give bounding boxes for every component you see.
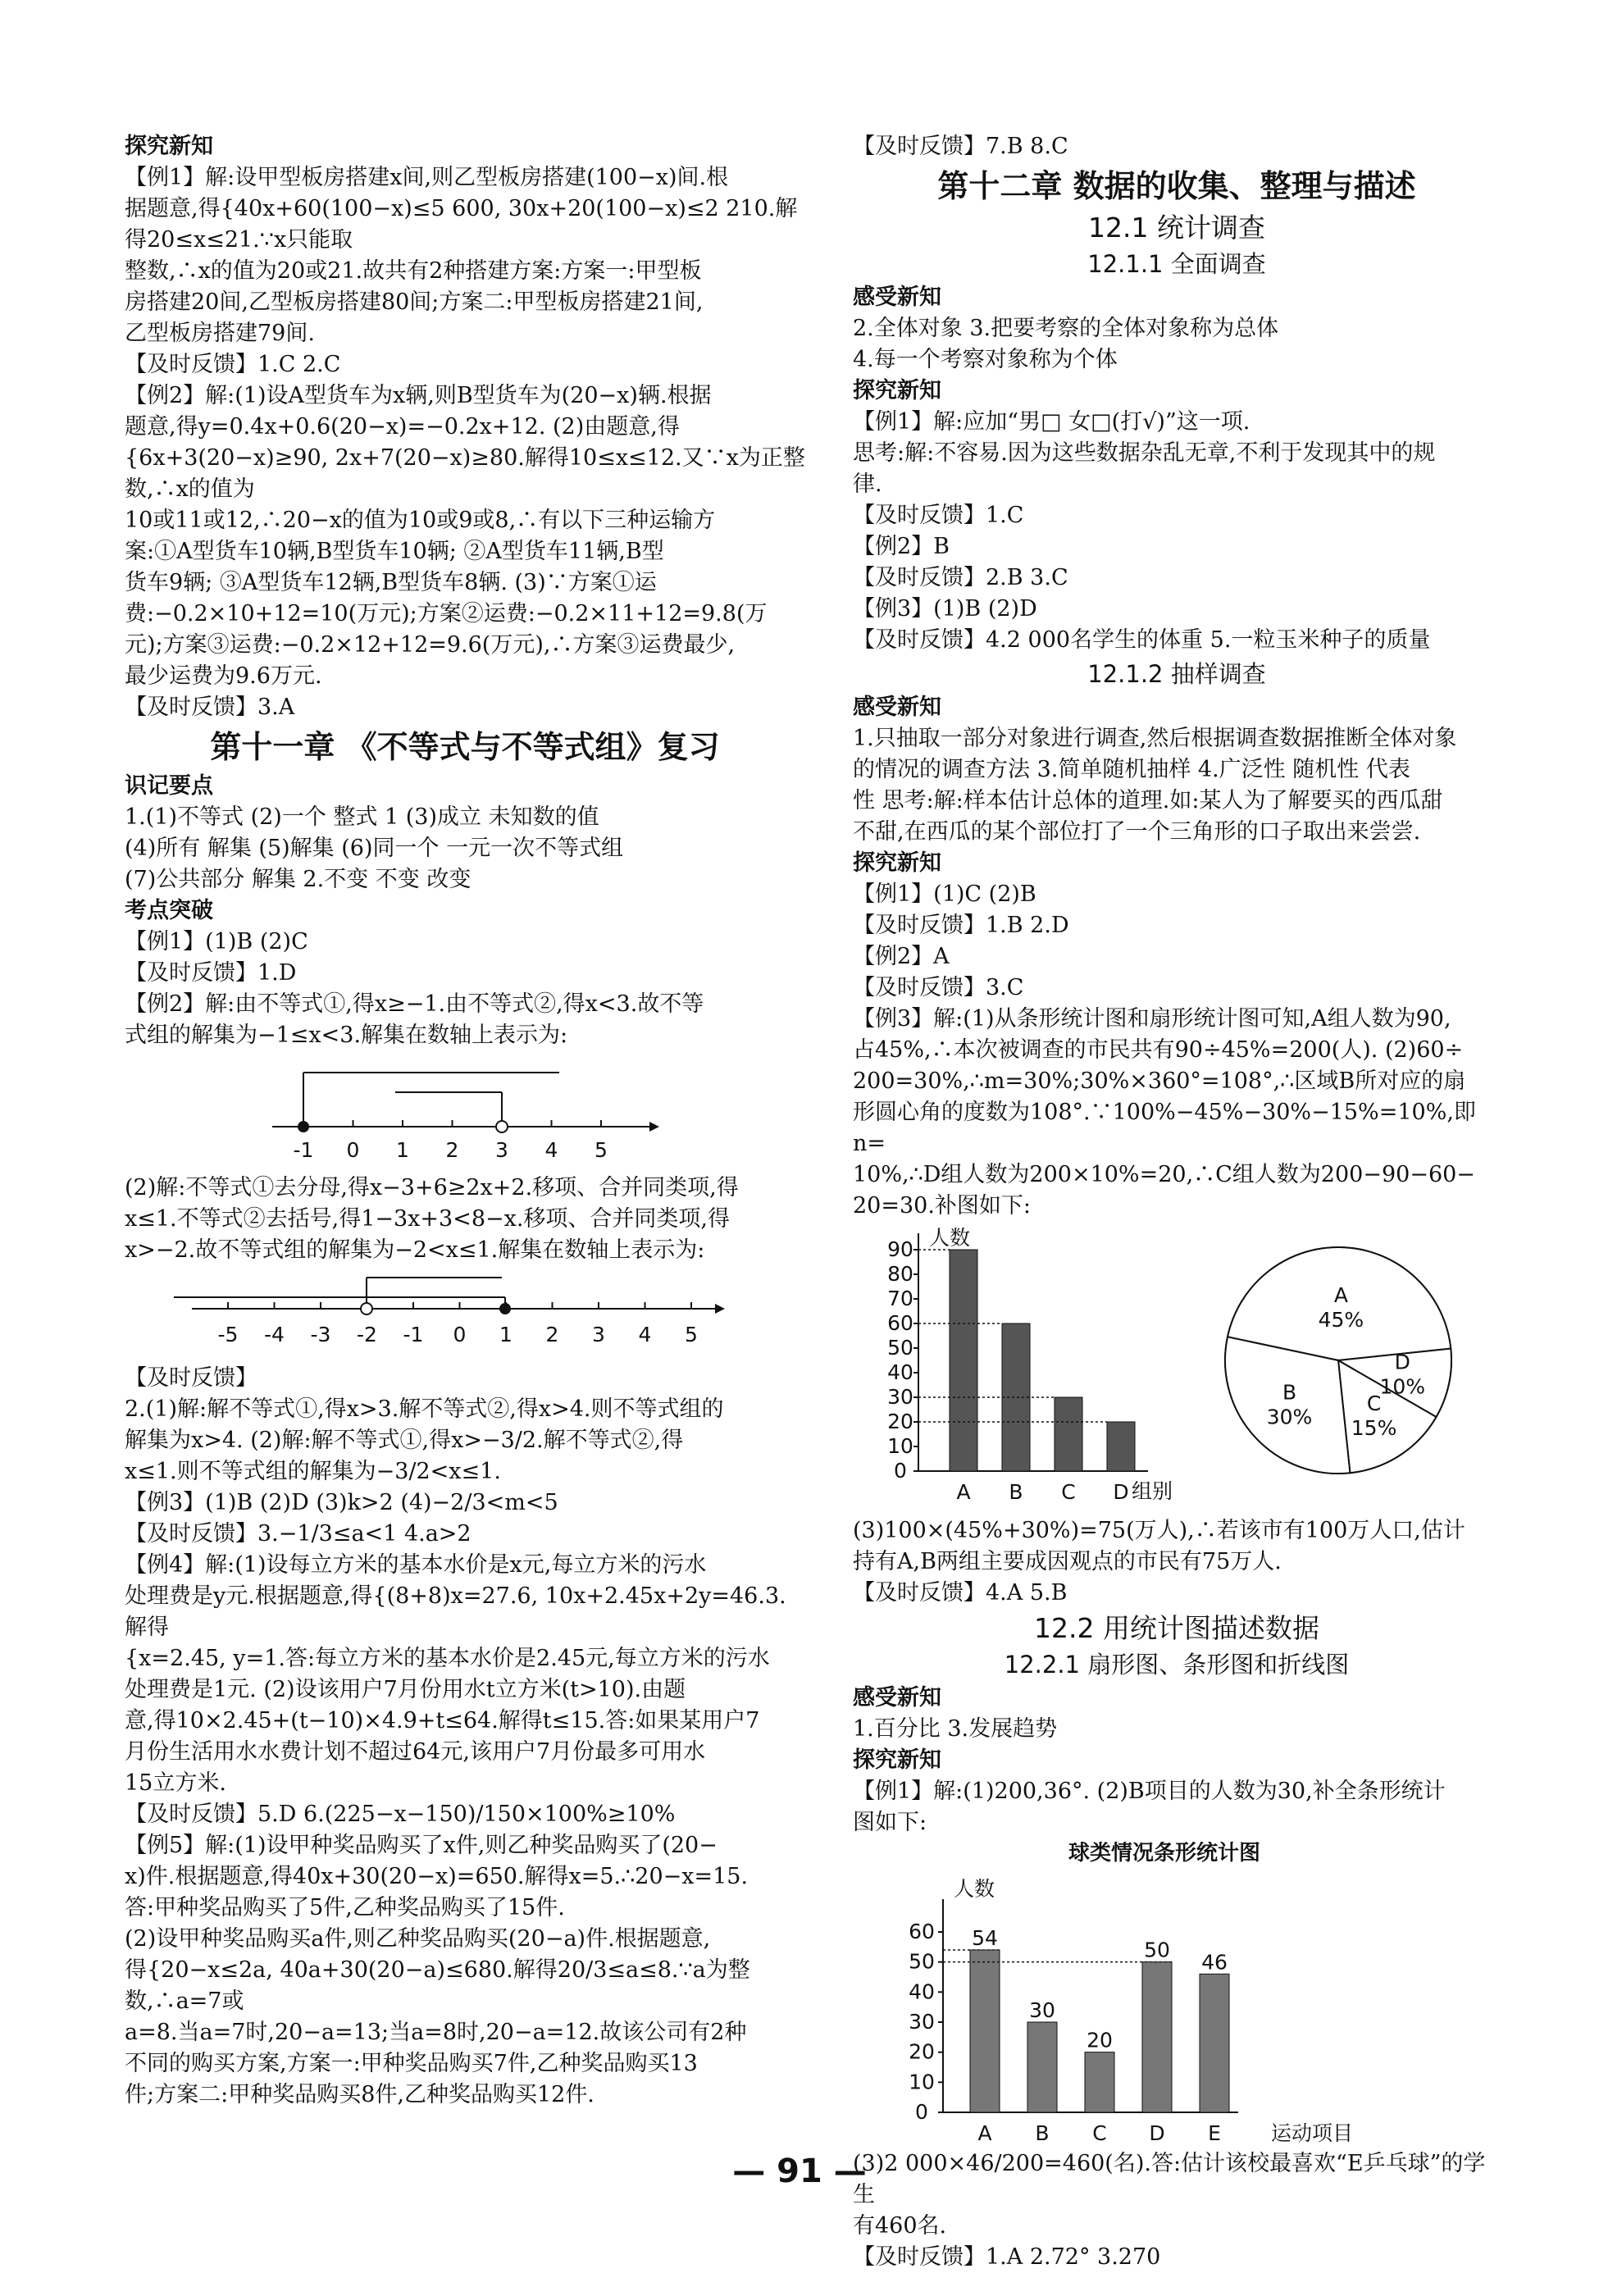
section-heading: 感受新知	[853, 1685, 941, 1711]
x-tick-label: B	[1009, 1480, 1023, 1504]
bar	[1002, 1323, 1030, 1471]
bar	[1027, 2022, 1057, 2112]
text-line: 不同的购买方案,方案一:甲种奖品购买7件,乙种奖品购买13	[125, 2051, 698, 2076]
text-line: 意,得10×2.45+(t−10)×4.9+t≤64.解得t≤15.答:如果某用户7	[125, 1708, 760, 1733]
tick-label: 4	[638, 1323, 652, 1346]
y-tick-label: 0	[894, 1459, 907, 1483]
text-line: x≤1.则不等式组的解集为−3/2<x≤1.	[125, 1459, 501, 1484]
text-line: (2)设甲种奖品购买a件,则乙种奖品购买(20−a)件.根据题意,	[125, 1926, 711, 1952]
tick-label: 5	[685, 1323, 698, 1346]
tick-label: -1	[403, 1323, 424, 1346]
text-line: 【例1】解:设甲型板房搭建x间,则乙型板房搭建(100−x)间.根	[125, 165, 729, 190]
data-label: 30	[1029, 1998, 1055, 2022]
tick-label: 1	[396, 1138, 409, 1162]
text-line: 【例1】(1)C (2)B	[853, 882, 1036, 907]
section-heading: 感受新知	[853, 285, 941, 310]
text-line: 货车9辆; ③A型货车12辆,B型货车8辆. (3)∵方案①运	[125, 570, 657, 595]
tick-label: -2	[357, 1323, 377, 1346]
text-block	[853, 879, 1501, 1222]
text-line: 【及时反馈】3.A	[125, 695, 295, 720]
open-endpoint	[496, 1121, 508, 1132]
text-line: 【例2】解:由不等式①,得x≥−1.由不等式②,得x<3.故不等	[125, 991, 704, 1017]
y-tick-label: 30	[909, 2010, 935, 2034]
section-title: 12.2 用统计图描述数据	[1034, 1612, 1319, 1644]
text-line: 据题意,得{40x+60(100−x)≤5 600, 30x+20(100−x)≤2 210.解得20≤x≤21.∵x只能取	[125, 196, 798, 253]
y-tick-label: 50	[887, 1336, 913, 1360]
y-tick-label: 40	[909, 1979, 935, 2004]
data-label: 50	[1144, 1938, 1170, 1962]
group-bar-chart	[853, 1225, 1501, 1512]
text-line: 15立方米.	[125, 1770, 226, 1796]
text-line: 【例2】A	[853, 944, 950, 969]
text-line: {6x+3(20−x)≥90, 2x+7(20−x)≥80.解得10≤x≤12.又∵x为正整数,∴x的值为	[125, 445, 805, 502]
x-tick-label: C	[1092, 2121, 1107, 2145]
left-column	[125, 131, 805, 2111]
text-line: 【及时反馈】1.C	[853, 503, 1024, 528]
text-line: 式组的解集为−1≤x<3.解集在数轴上表示为:	[125, 1023, 568, 1048]
x-axis-label: 组别	[1131, 1479, 1173, 1503]
text-line: 【及时反馈】4.A 5.B	[853, 1580, 1068, 1606]
number-line-2	[125, 1269, 805, 1360]
text-line: x≤1.不等式②去括号,得1−3x+3<8−x.移项、合并同类项,得	[125, 1206, 731, 1232]
y-tick-label: 80	[887, 1262, 913, 1286]
text-line: 图如下:	[853, 1810, 927, 1835]
text-line: 1.(1)不等式 (2)一个 整式 1 (3)成立 未知数的值	[125, 804, 599, 830]
tick-label: 3	[592, 1323, 605, 1346]
data-label: 46	[1201, 1950, 1228, 1975]
section-heading: 探究新知	[853, 850, 941, 876]
solution-bracket	[303, 1073, 502, 1081]
section-heading: 感受新知	[853, 695, 941, 720]
text-line: 整数,∴x的值为20或21.故共有2种搭建方案:方案一:甲型板	[125, 258, 702, 284]
text-line: 【及时反馈】7.B 8.C	[853, 134, 1068, 159]
pie-label: A	[1333, 1283, 1348, 1308]
text-line: 【及时反馈】4.2 000名学生的体重 5.一粒玉米种子的质量	[853, 627, 1431, 653]
pie-percent-label: 10%	[1379, 1374, 1426, 1399]
y-axis-label: 人数	[953, 1877, 995, 1901]
tick-label: -3	[310, 1323, 331, 1346]
page-number: — 91 —	[732, 2152, 867, 2190]
text-line: 2.全体对象 3.把要考察的全体对象称为总体	[853, 316, 1279, 341]
pie-label: C	[1366, 1392, 1382, 1416]
x-tick-label: E	[1208, 2121, 1221, 2145]
pie-percent-label: 45%	[1318, 1308, 1364, 1332]
text-block	[853, 407, 1501, 656]
text-block	[125, 1363, 805, 2111]
text-line: 【例1】(1)B (2)C	[125, 929, 308, 954]
tick-label: 4	[544, 1138, 558, 1162]
text-line: 【例3】(1)B (2)D	[853, 596, 1037, 622]
tick-label: 1	[499, 1323, 512, 1346]
text-line: 【例2】B	[853, 534, 950, 559]
y-tick-label: 60	[887, 1311, 913, 1335]
text-line: 【及时反馈】1.A 2.72° 3.270	[853, 2244, 1161, 2270]
y-tick-label: 10	[909, 2070, 935, 2094]
text-line: x)件.根据题意,得40x+30(20−x)=650.解得x=5.∴20−x=15.	[125, 1864, 749, 1889]
text-line: 【例3】(1)B (2)D (3)k>2 (4)−2/3<m<5	[125, 1490, 558, 1515]
x-tick-label: A	[977, 2121, 992, 2145]
section-title: 12.1 统计调查	[1088, 212, 1265, 244]
section-heading: 探究新知	[125, 134, 213, 159]
text-line: 【及时反馈】	[125, 1365, 257, 1391]
text-line: 200=30%,∴m=30%;30%×360°=108°,∴区域B所对应的扇	[853, 1068, 1466, 1094]
text-line: 【及时反馈】5.D 6.(225−x−150)/150×100%≥10%	[125, 1802, 676, 1827]
y-tick-label: 40	[887, 1360, 913, 1384]
text-line: 处理费是y元.根据题意,得{(8+8)x=27.6, 10x+2.45x+2y=46.3.解得	[125, 1583, 786, 1640]
text-line: a=8.当a=7时,20−a=13;当a=8时,20−a=12.故该公司有2种	[125, 2020, 747, 2045]
y-tick-label: 90	[887, 1237, 913, 1261]
text-line: 最少运费为9.6万元.	[125, 663, 322, 689]
sports-bar-chart	[853, 1842, 1501, 2145]
text-line: 得{20−x≤2a, 40a+30(20−a)≤680.解得20/3≤a≤8.∵a为整数,∴a=7或	[125, 1957, 750, 2014]
text-line: 件;方案二:甲种奖品购买8件,乙种奖品购买12件.	[125, 2082, 594, 2107]
text-line: 2.(1)解:解不等式①,得x>3.解不等式②,得x>4.则不等式组的	[125, 1396, 724, 1422]
text-line: 月份生活用水水费计划不超过64元,该用户7月份最多可用水	[125, 1739, 706, 1765]
text-block	[853, 313, 1501, 376]
text-block	[853, 723, 1501, 848]
text-line: 【例5】解:(1)设甲种奖品购买了x件,则乙种奖品购买了(20−	[125, 1833, 718, 1858]
text-line: 有460名.	[853, 2213, 947, 2239]
tick-label: 5	[594, 1138, 608, 1162]
y-tick-label: 70	[887, 1287, 913, 1310]
tick-label: 0	[453, 1323, 467, 1346]
text-line: (4)所有 解集 (5)解集 (6)同一个 一元一次不等式组	[125, 836, 624, 861]
tick-label: -4	[264, 1323, 285, 1346]
text-block	[853, 1714, 1501, 1745]
text-block	[853, 1776, 1501, 1838]
x-tick-label: A	[956, 1480, 971, 1504]
text-line: x>−2.故不等式组的解集为−2<x≤1.解集在数轴上表示为:	[125, 1237, 705, 1263]
section-heading: 探究新知	[853, 1747, 941, 1773]
y-axis-label: 人数	[928, 1226, 971, 1250]
text-line: 房搭建20间,乙型板房搭建80间;方案二:甲型板房搭建21间,	[125, 289, 704, 315]
text-line: 1.百分比 3.发展趋势	[853, 1716, 1058, 1742]
text-line: 乙型板房搭建79间.	[125, 321, 315, 346]
text-line: 思考:解:不容易.因为这些数据杂乱无章,不利于发现其中的规	[853, 440, 1436, 466]
text-line: 1.只抽取一部分对象进行调查,然后根据调查数据推断全体对象	[853, 726, 1457, 751]
text-block	[125, 1173, 805, 1266]
tick-label: 3	[495, 1138, 508, 1162]
text-line: 【及时反馈】3.−1/3≤a<1 4.a>2	[125, 1521, 472, 1547]
right-column	[853, 131, 1501, 2273]
text-line: 占45%,∴本次被调查的市民共有90÷45%=200(人). (2)60÷	[853, 1037, 1464, 1063]
bar	[1085, 2052, 1114, 2112]
bar	[1055, 1397, 1082, 1471]
text-line: 元);方案③运费:−0.2×12+12=9.6(万元),∴方案③运费最少,	[125, 632, 736, 658]
text-line: 【例3】解:(1)从条形统计图和扇形统计图可知,A组人数为90,	[853, 1006, 1451, 1032]
text-line: 费:−0.2×10+12=10(万元);方案②运费:−0.2×11+12=9.8(万	[125, 601, 768, 626]
x-tick-label: C	[1061, 1480, 1076, 1504]
y-tick-label: 20	[909, 2039, 935, 2064]
text-line: 【及时反馈】3.C	[853, 975, 1024, 1000]
chapter-title: 第十一章 《不等式与不等式组》复习	[210, 729, 720, 765]
text-line: 处理费是1元. (2)设该用户7月份用水t立方米(t>10).由题	[125, 1677, 686, 1702]
section-heading: 识记要点	[125, 773, 213, 799]
bar	[1200, 1974, 1229, 2112]
text-line: 【例4】解:(1)设每立方米的基本水价是x元,每立方米的污水	[125, 1552, 707, 1578]
text-line: 【例1】解:(1)200,36°. (2)B项目的人数为30,补全条形统计	[853, 1779, 1446, 1804]
y-tick-label: 20	[887, 1410, 913, 1433]
subsection-title: 12.1.2 抽样调查	[1087, 660, 1266, 688]
text-block	[853, 1515, 1501, 1609]
tick-label: 2	[445, 1138, 459, 1162]
y-tick-label: 30	[887, 1385, 913, 1409]
text-line: 的情况的调查方法 3.简单随机抽样 4.广泛性 随机性 代表	[853, 757, 1410, 782]
section-heading: 考点突破	[125, 898, 213, 923]
y-tick-label: 50	[909, 1949, 935, 1974]
pie-label: B	[1282, 1380, 1297, 1405]
data-label: 20	[1086, 2028, 1113, 2052]
text-line: (3)100×(45%+30%)=75(万人),∴若该市有100万人口,估计	[853, 1518, 1465, 1543]
text-line: 性 思考:解:样本估计总体的道理.如:某人为了解要买的西瓜甜	[853, 788, 1443, 813]
text-line: 【例2】解:(1)设A型货车为x辆,则B型货车为(20−x)辆.根据	[125, 383, 712, 408]
text-line: 20=30.补图如下:	[853, 1193, 1032, 1219]
bar	[950, 1250, 977, 1471]
x-tick-label: D	[1113, 1480, 1129, 1504]
open-endpoint	[361, 1303, 372, 1314]
text-line: 答:甲种奖品购买了5件,乙种奖品购买了15件.	[125, 1895, 565, 1920]
subsection-title: 12.1.1 全面调查	[1087, 250, 1266, 278]
text-line: 不甜,在西瓜的某个部位打了一个三角形的口子取出来尝尝.	[853, 819, 1421, 845]
tick-label: -5	[217, 1323, 239, 1346]
x-tick-label: B	[1035, 2121, 1050, 2145]
text-line: 题意,得y=0.4x+0.6(20−x)=−0.2x+12. (2)由题意,得	[125, 414, 680, 440]
text-line: 4.每一个考察对象称为个体	[853, 347, 1118, 372]
text-block	[125, 927, 805, 1051]
text-line: 10%,∴D组人数为200×10%=20,∴C组人数为200−90−60−	[853, 1162, 1475, 1187]
bar	[1107, 1422, 1135, 1471]
y-tick-label: 0	[915, 2100, 928, 2124]
axis-arrow	[649, 1122, 659, 1132]
pie-label: D	[1394, 1350, 1410, 1374]
x-axis-label: 运动项目	[1270, 2121, 1354, 2145]
pie-percent-label: 15%	[1351, 1416, 1397, 1441]
data-label: 54	[972, 1926, 998, 1950]
subsection-title: 12.2.1 扇形图、条形图和折线图	[1004, 1651, 1350, 1679]
pie-percent-label: 30%	[1266, 1405, 1313, 1429]
tick-label: 0	[346, 1138, 360, 1162]
y-tick-label: 10	[887, 1434, 913, 1458]
text-line: 解集为x>4. (2)解:解不等式①,得x>−3/2.解不等式②,得	[125, 1428, 684, 1453]
text-line: 【例1】解:应加“男□ 女□(打√)”这一项.	[853, 409, 1250, 435]
bar	[1142, 1962, 1172, 2112]
section-heading: 探究新知	[853, 378, 941, 403]
text-line: 【及时反馈】1.C 2.C	[125, 352, 341, 377]
tick-label: 2	[545, 1323, 559, 1346]
number-line-1	[125, 1055, 805, 1169]
x-tick-label: D	[1149, 2121, 1165, 2145]
text-line: 形圆心角的度数为108°.∵100%−45%−30%−15%=10%,即n=	[853, 1100, 1476, 1156]
text-block	[125, 162, 805, 723]
text-line: 【及时反馈】1.D	[125, 960, 297, 986]
text-line: 律.	[853, 472, 882, 497]
text-block	[125, 802, 805, 895]
text-line: 【及时反馈】2.B 3.C	[853, 565, 1068, 590]
text-line: 【及时反馈】1.B 2.D	[853, 913, 1069, 938]
text-line: (7)公共部分 解集 2.不变 不变 改变	[125, 867, 472, 892]
text-line: 持有A,B两组主要成因观点的市民有75万人.	[853, 1549, 1282, 1574]
text-line: (2)解:不等式①去分母,得x−3+6≥2x+2.移项、合并同类项,得	[125, 1175, 739, 1200]
y-tick-label: 60	[909, 1920, 935, 1943]
closed-endpoint	[298, 1121, 309, 1132]
text-line: (3)2 000×46/200=460(名).答:估计该校最喜欢“E乒乓球”的学生	[853, 2151, 1486, 2207]
text-line: 案:①A型货车10辆,B型货车10辆; ②A型货车11辆,B型	[125, 539, 664, 564]
closed-endpoint	[499, 1303, 511, 1314]
bar	[970, 1950, 1000, 2112]
chart-title: 球类情况条形统计图	[1068, 1842, 1261, 1866]
text-line: {x=2.45, y=1.答:每立方米的基本水价是2.45元,每立方米的污水	[125, 1646, 770, 1671]
tick-label: -1	[293, 1138, 314, 1162]
axis-arrow	[715, 1304, 725, 1314]
text-line: 10或11或12,∴20−x的值为10或9或8,∴有以下三种运输方	[125, 508, 716, 533]
chapter-title: 第十二章 数据的收集、整理与描述	[937, 168, 1416, 204]
